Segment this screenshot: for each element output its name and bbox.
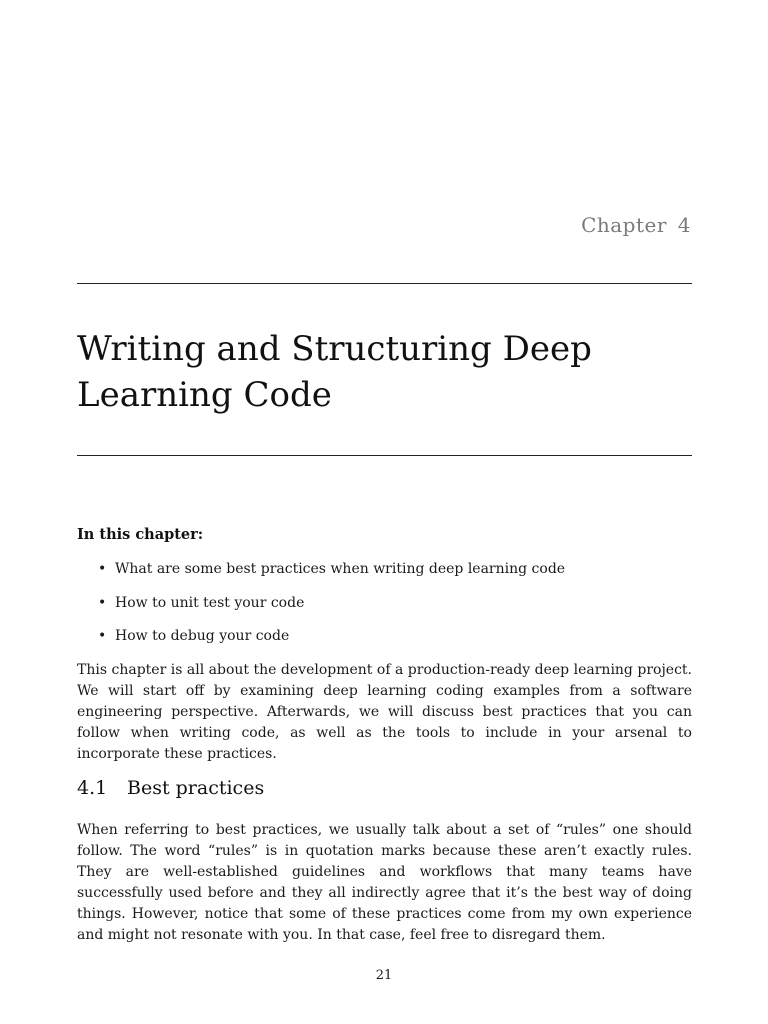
list-item <box>77 626 692 660</box>
chapter-bullet-list <box>77 559 692 660</box>
section-number: 4.1 <box>77 777 108 799</box>
list-item <box>77 559 692 593</box>
chapter-label: Chapter 4 <box>581 213 691 237</box>
list-item-text: What are some best practices when writing deep learning code <box>115 561 566 577</box>
title-rule-top <box>77 283 692 284</box>
list-item <box>77 593 692 627</box>
section-paragraph: When referring to best practices, we usually talk about a set of “rules” one should follow. The word “rules” is in quotation marks because these aren’t exactly rules. They are well-established guidelines and workflows that many teams have successfully used before and they all indirectly agree that it’s the best way of doing things. However, notice that some of these practices come from my own experience and might not resonate with you. In that case, feel free to disregard them. <box>77 822 692 943</box>
chapter-title: Writing and Structuring Deep Learning Code <box>77 329 592 415</box>
intro-heading: In this chapter: <box>77 526 204 543</box>
bullet-icon: • <box>98 594 107 611</box>
section-heading <box>77 777 264 799</box>
list-item-text: How to debug your code <box>115 628 290 644</box>
section-title: Best practices <box>127 777 265 799</box>
bullet-icon: • <box>98 561 107 577</box>
intro-paragraph: This chapter is all about the development of a production-ready deep learning project. We will start off by examining deep learning coding examples from a software engineering perspective. Afterwards, we will discuss best practices that you can follow when writing code, as well as the tools to include in your arsenal to incorporate these practices. <box>77 662 692 762</box>
page-number: 21 <box>375 968 393 983</box>
title-rule-bottom <box>77 455 692 456</box>
bullet-icon: • <box>98 628 107 644</box>
list-item-text: How to unit test your code <box>115 594 305 611</box>
